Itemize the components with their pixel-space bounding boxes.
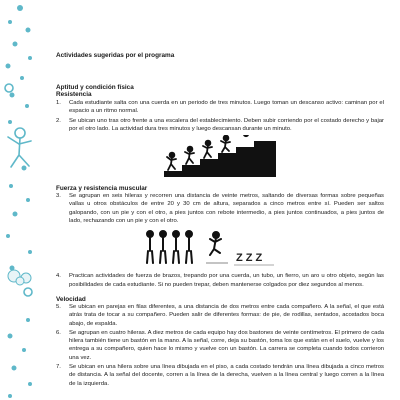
activity-list — [56, 303, 384, 388]
jumping-children-image — [144, 229, 294, 269]
item-text: Cada estudiante salta con una cuerda en un periodo de tres minutos. Luego toman un descanso activo: caminan por el espacio a un ritmo normal. — [69, 100, 384, 115]
item-number: 7. — [56, 364, 61, 371]
activity-item — [56, 303, 384, 328]
item-number: 6. — [56, 329, 61, 336]
activity-item — [56, 99, 384, 116]
section-title-velocidad: Velocidad — [56, 295, 86, 303]
item-number: 3. — [56, 193, 61, 200]
illustration-stairs — [56, 135, 384, 177]
item-number: 4. — [56, 273, 61, 280]
item-text: Se ubican en una hilera sobre una línea dibujada en el piso, a cada costado tendrán una línea dibujada a cinco metros de distancia. A la señal del docente, corren a la línea de la derecha, vuelven a la línea central y luego corren a la línea de la izquierda. — [69, 364, 384, 387]
activity-item — [56, 117, 384, 134]
activity-item — [56, 192, 384, 225]
activity-list — [56, 99, 384, 133]
activity-list — [56, 192, 384, 225]
item-text: Se ubican en parejas en filas diferentes, a una distancia de dos metros entre cada compañero. A la señal, el que está atrás trata de tocar a su compañero. Pueden salir de diferentes formas: de pie, de rodillas, sentados, acostados boca abajo, de espalda. — [69, 303, 384, 327]
jump-letters: Z Z Z — [236, 252, 263, 265]
item-text: Se agrupan en seis hileras y recorren una distancia de veinte metros, saltando de diversas formas sobre pequeñas vallas u otros obstáculos de entre 20 y 30 cm de altura, separados a cinco metros entre sí. Pueden ser saltos galopando, con un pie y con el otro, a pies juntos con rebote intermedio, a pies juntos continuados, a pies juntos de lado, rechazando con un pie y con el otro. — [69, 193, 384, 225]
activity-list — [56, 272, 384, 289]
item-text: Se ubican uno tras otro frente a una escalera del establecimiento. Deben subir corriendo por el costado derecho y bajar por el otro lado. La actividad dura tres minutos y luego descansan durante un minuto. — [69, 117, 384, 132]
document-title: Actividades sugeridas por el programa — [56, 52, 175, 59]
illustration-jumping — [56, 229, 384, 269]
activity-item — [56, 272, 384, 289]
item-number: 1. — [56, 100, 61, 106]
subsection-title-resistencia: Resistencia — [56, 91, 92, 98]
item-text: Se agrupan en cuatro hileras. A diez metros de cada equipo hay dos bastones de veinte centímetros. El primero de cada hilera también tiene un bastón en la mano. A la señal, corre, deja su bastón, toma los que están en el suelo, vuelve y los entrega a su compañero, quien hace lo mismo y vuelve con un bastón. La carrera se completa cuando todos corrieron una vez. — [69, 329, 384, 361]
stairs-runners-image — [164, 135, 276, 177]
document-page — [56, 52, 384, 389]
section-title-fuerza: Fuerza y resistencia muscular — [56, 185, 148, 193]
activity-item — [56, 329, 384, 362]
item-number: 5. — [56, 303, 61, 310]
item-text: Practican actividades de fuerza de brazos, trepando por una cuerda, un tubo, un fierro, un aro u otro objeto, según las posibilidades de cada estudiante. Si no pueden trepar, deben mantenerse colgados por diez segundos al menos. — [69, 273, 384, 288]
item-number: 2. — [56, 117, 61, 124]
section-title-aptitud: Aptitud y condición física — [56, 84, 134, 91]
activity-item — [56, 363, 384, 388]
margin-decoration — [0, 0, 40, 400]
